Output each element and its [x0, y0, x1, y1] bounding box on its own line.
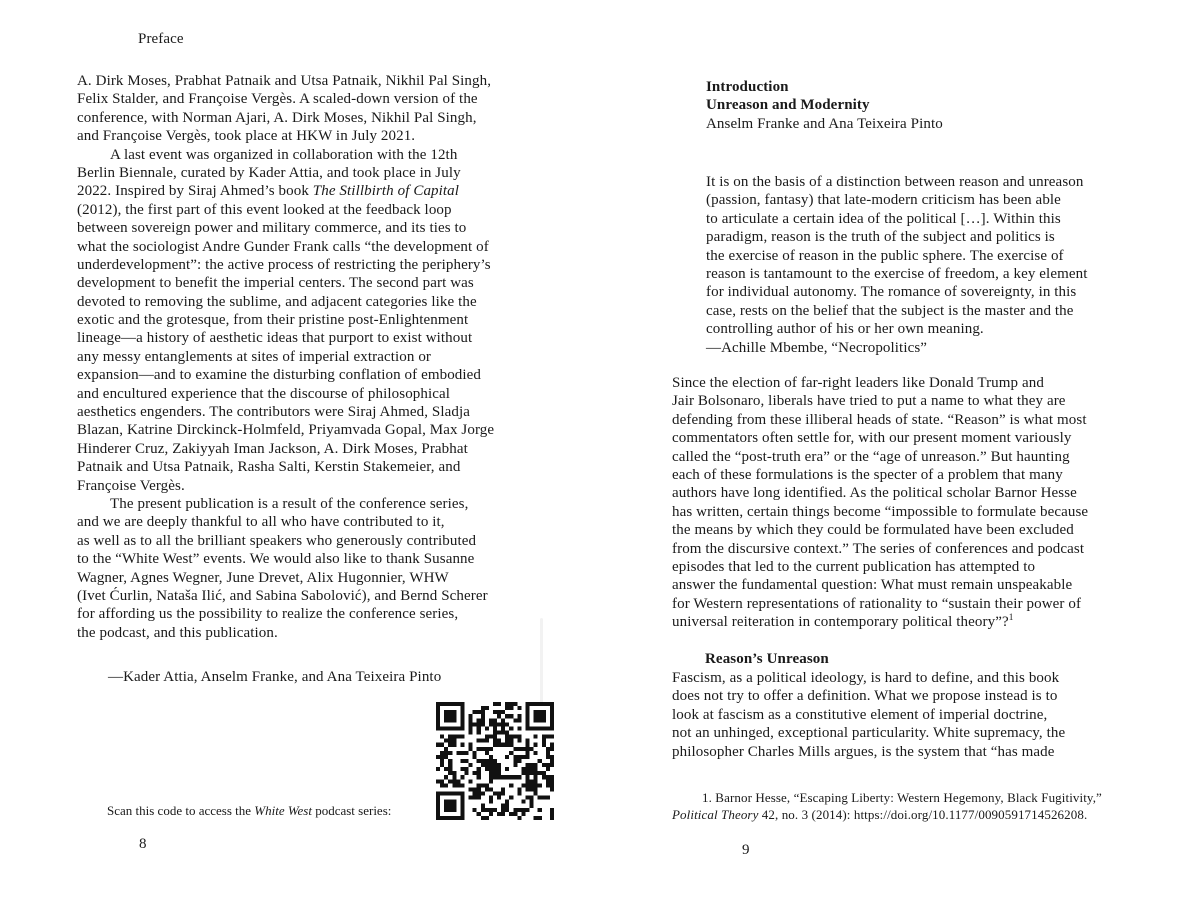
page-title: Preface	[138, 31, 184, 47]
chapter-byline: Anselm Franke and Ana Teixeira Pinto	[706, 115, 943, 132]
text-line: A last event was organized in collaboration with the 12th	[110, 146, 458, 163]
qr-code-icon	[436, 702, 554, 820]
text-line: Blazan, Katrine Dirckinck-Holmfeld, Priyamvada Gopal, Max Jorge	[77, 422, 495, 439]
footnote	[672, 789, 1172, 823]
section-heading: Reason’s Unreason	[705, 651, 829, 667]
text-line: exotic and the grotesque, from their pristine post-Enlightenment	[77, 312, 469, 329]
text-line: controlling author of his or her own meaning.	[706, 321, 984, 338]
text-line: the podcast, and this publication.	[77, 624, 278, 641]
qr-caption-post: podcast series:	[311, 803, 392, 818]
text-line: called the “post-truth era” or the “age of unreason.” But haunting	[672, 448, 1070, 465]
page-number-right: 9	[742, 842, 750, 858]
text-line: Political Theory 42, no. 3 (2014): https://doi.org/10.1177/0090591714526208.	[672, 807, 1088, 822]
text-line: case, rests on the belief that the subject is the master and the	[706, 302, 1074, 319]
text-line: has written, certain things become “impossible to formulate because	[672, 503, 1089, 520]
text-line: Felix Stalder, and Françoise Vergès. A scaled-down version of the	[77, 91, 478, 108]
text-line: Françoise Vergès.	[77, 477, 185, 494]
text-line: and we are deeply thankful to all who have contributed to it,	[77, 514, 445, 531]
chapter-heading	[706, 78, 943, 133]
epigraph-quote	[706, 173, 1171, 357]
text-line: Hinderer Cruz, Zakiyyah Iman Jackson, A. Dirk Moses, Prabhat	[77, 440, 468, 457]
text-line: underdevelopment”: the active process of restricting the periphery’s	[77, 256, 491, 273]
text-line: look at fascism as a constitutive element of imperial doctrine,	[672, 706, 1048, 723]
text-line: Berlin Biennale, curated by Kader Attia, and took place in July	[77, 164, 461, 181]
text-line: It is on the basis of a distinction between reason and unreason	[706, 174, 1084, 190]
text-line: development to benefit the imperial centers. The second part was	[77, 275, 474, 292]
text-line: 2022. Inspired by Siraj Ahmed’s book The Stillbirth of Capital	[77, 183, 460, 200]
gutter-shadow-artifact	[540, 618, 543, 704]
text-line: devoted to removing the sublime, and adjacent categories like the	[77, 293, 477, 310]
page-right	[600, 0, 1200, 900]
text-line: defending from these illiberal heads of state. “Reason” is what most	[672, 411, 1087, 428]
text-line: any messy entanglements at sites of imperial extraction or	[77, 348, 432, 365]
text-line: answer the fundamental question: What must remain unspeakable	[672, 577, 1073, 594]
text-line: Wagner, Agnes Wegner, June Drevet, Alix Hugonnier, WHW	[77, 569, 449, 586]
text-line: reason is tantamount to the exercise of freedom, a key element	[706, 265, 1088, 282]
qr-caption	[107, 803, 391, 819]
text-line: (Ivet Ćurlin, Nataša Ilić, and Sabina Sabolović), and Bernd Scherer	[77, 587, 488, 604]
text-line: aesthetics engenders. The contributors were Siraj Ahmed, Sladja	[77, 404, 470, 421]
text-line: paradigm, reason is the truth of the subject and politics is	[706, 229, 1055, 246]
section-body	[672, 669, 1172, 761]
text-line: Since the election of far-right leaders like Donald Trump and	[672, 375, 1044, 391]
chapter-label: Introduction	[706, 79, 789, 95]
text-line: from the discursive context.” The series of conferences and podcast	[672, 540, 1085, 557]
text-line: for affording us the possibility to realize the conference series,	[77, 606, 459, 623]
text-line: (passion, fantasy) that late-modern criticism has been able	[706, 192, 1061, 209]
text-line: The present publication is a result of the conference series,	[110, 495, 469, 512]
qr-caption-series-title: White West	[254, 803, 312, 818]
text-line: conference, with Norman Ajari, A. Dirk Moses, Nikhil Pal Singh,	[77, 109, 477, 126]
text-line: expansion—and to examine the disturbing conflation of embodied	[77, 367, 482, 384]
text-line: (2012), the first part of this event looked at the feedback loop	[77, 201, 452, 218]
text-line: to the “White West” events. We would also like to thank Susanne	[77, 551, 475, 568]
text-line: philosopher Charles Mills argues, is the system that “has made	[672, 743, 1055, 760]
text-line: universal reiteration in contemporary political theory”?$^1$	[672, 613, 1014, 631]
text-line: the means by which they could be formulated have been excluded	[672, 522, 1074, 539]
text-line: and Françoise Vergès, took place at HKW in July 2021.	[77, 128, 416, 145]
text-line: each of these formulations is the specter of a problem that many	[672, 466, 1063, 483]
qr-caption-pre: Scan this code to access the	[107, 803, 255, 818]
text-line: and encultured experience that the discourse of philosophical	[77, 385, 451, 402]
text-line: for Western representations of rationality to “sustain their power of	[672, 595, 1082, 612]
text-line: as well as to all the brilliant speakers who generously contributed	[77, 532, 477, 549]
introduction-body	[672, 374, 1172, 631]
text-line: does not try to offer a definition. What we propose instead is to	[672, 688, 1058, 705]
chapter-title: Unreason and Modernity	[706, 97, 870, 114]
text-line: 1. Barnor Hesse, “Escaping Liberty: Western Hegemony, Black Fugitivity,”	[702, 790, 1102, 805]
text-line: to articulate a certain idea of the political […]. Within this	[706, 210, 1061, 227]
text-line: the exercise of reason in the public sphere. The exercise of	[706, 247, 1064, 264]
text-line: commentators often settle for, with our present moment variously	[672, 430, 1072, 447]
text-line: what the sociologist Andre Gunder Frank calls “the development of	[77, 238, 489, 255]
attribution-line: —Kader Attia, Anselm Franke, and Ana Teixeira Pinto	[108, 669, 442, 685]
text-line: —Achille Mbembe, “Necropolitics”	[706, 339, 928, 356]
text-line: episodes that led to the current publication has attempted to	[672, 558, 1036, 575]
page-number-left: 8	[139, 836, 147, 852]
text-line: not an unhinged, exceptional particularity. White supremacy, the	[672, 725, 1066, 742]
text-line: lineage—a history of aesthetic ideas that purport to exist without	[77, 330, 473, 347]
text-line: Fascism, as a political ideology, is hard to define, and this book	[672, 670, 1060, 686]
text-line: A. Dirk Moses, Prabhat Patnaik and Utsa Patnaik, Nikhil Pal Singh,	[77, 73, 492, 89]
text-line: authors have long identified. As the political scholar Barnor Hesse	[672, 485, 1077, 502]
text-line: Patnaik and Utsa Patnaik, Rasha Salti, Kerstin Stakemeier, and	[77, 459, 461, 476]
text-line: between sovereign power and military commerce, and its ties to	[77, 220, 467, 237]
text-line: for individual autonomy. The romance of sovereignty, in this	[706, 284, 1077, 301]
preface-body	[77, 72, 567, 642]
text-line: Jair Bolsonaro, liberals have tried to put a name to what they are	[672, 393, 1066, 410]
